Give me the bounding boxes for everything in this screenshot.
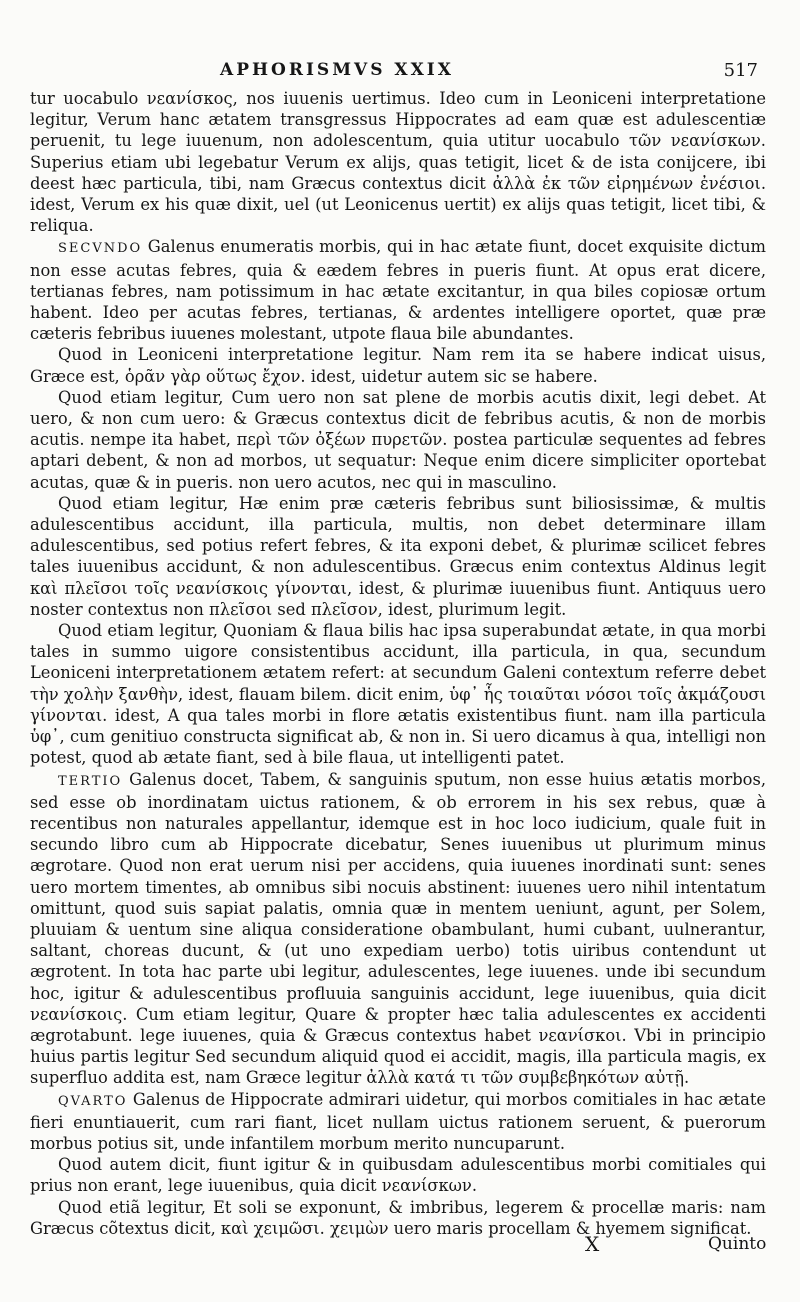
page-number: 517 <box>723 60 758 81</box>
paragraph-text: Quod in Leoniceni interpretatione legitur. Nam rem ita se habere indicat uisus, Græce est, ὁρᾶν γὰρ οὕτως ἔχον. idest, uidetur autem sic se habere. <box>30 345 766 386</box>
paragraph-4 <box>30 387 766 493</box>
paragraph-9 <box>30 1154 766 1196</box>
catchword: Quinto <box>708 1234 767 1254</box>
paragraph-text: tur uocabulo νεανίσκος, nos iuuenis uertimus. Ideo cum in Leoniceni interpretatione legitur, Verum hanc ætatem transgressus Hippocrates ad eam quæ est adulescentiæ peruenit, tu lege iuuenum, non adolescentum, quia utitur uocabulo τῶν νεανίσκων. Superius etiam ubi legebatur Verum ex alijs, quas tetigit, licet & de ista conijcere, ibi deest hæc particula, tibi, nam Græcus contextus dicit ἀλλὰ ἐκ τῶν εἰρημένων ἐνέσιοι. idest, Verum ex his quæ dixit, uel (ut Leonicenus uertit) ex alijs quas tetigit, licet tibi, & reliqua. <box>30 89 766 236</box>
paragraph-1 <box>30 88 766 236</box>
paragraph-text: Quod etiã legitur, Et soli se exponunt, & imbribus, legerem & procellæ maris: nam Græcus cõtextus dicit, καὶ χειμῶσι. χειμὼν uero maris procellam & hyemem significat. <box>30 1197 766 1238</box>
paragraph-text: Quod autem dicit, fiunt igitur & in quibusdam adulescentibus morbi comitiales qui prius non erant, lege iuuenibus, quia dicit νεανίσκων. <box>30 1155 766 1196</box>
paragraph-text: Quod etiam legitur, Cum uero non sat plene de morbis acutis dixit, legi debet. At uero, & non cum uero: & Græcus contextus dicit de febribus acutis, & non de morbis acutis. nempe ita habet, περὶ τῶν ὀξέων πυρετῶν. postea particulæ sequentes ad febres aptari debent, & non ad morbos, ut sequatur: Neque enim dicere simpliciter oportebat acutas, quæ & in pueris. non uero acutos, nec qui in masculino. <box>30 387 766 492</box>
paragraph-text: Galenus de Hippocrate admirari uidetur, qui morbos comitiales in hac ætate fieri enuntiauerit, cum rari fiant, licet nullam uictus rationem seruent, & puerorum morbus potius sit, unde infantilem morbum merito nuncuparunt. <box>30 1089 766 1153</box>
paragraph-3 <box>30 344 766 386</box>
paragraph-text: Quod etiam legitur, Hæ enim præ cæteris febribus sunt biliosissimæ, & multis adulescentibus accidunt, illa particula, multis, non debet determinare illam adulescentibus, sed potius refert febres, & ita exponi debet, & plurimæ scilicet febres tales iuuenibus accidunt, & non adulescentibus. Græcus enim contextus Aldinus legit καὶ πλεῖσοι τοῖς νεανίσκοις γίνονται, idest, & plurimæ iuuenibus fiunt. Antiquus uero noster contextus non πλεῖσοι sed πλεῖσον, idest, plurimum legit. <box>30 493 766 619</box>
paragraph-quarto <box>30 1089 766 1155</box>
running-title: APHORISMVS XXIX <box>220 60 454 80</box>
paragraph-tertio <box>30 769 766 1089</box>
running-head <box>0 60 800 84</box>
paragraph-text: Galenus enumeratis morbis, qui in hac ætate fiunt, docet exquisite dictum non esse acutas febres, quia & eædem febres in pueris fiunt. At opus erat dicere, tertianas febres, nam potissimum in hac ætate excitantur, in qua biles copiosæ ortum habent. Ideo per acutas febres, tertianas, & ardentes intelligere oportet, quæ præ cæteris febribus iuuenes molestant, utpote flaua bile abundantes. <box>30 237 766 344</box>
paragraph-text: Galenus docet, Tabem, & sanguinis sputum, non esse huius ætatis morbos, sed esse ob inordinatam uictus rationem, & ob errorem in his sex rebus, quæ à recentibus non naturales appellantur, idemque est in hoc loco iudicium, quale fuit in secundo libro cum ab Hippocrate dicebatur, Senes iuuenibus ut plurimum minus ægrotare. Quod non erat uerum nisi per accidens, quia iuuenes inordinati sunt: senes uero mortem timentes, ab omnibus sibi nocuis abstinent: iuuenes uero nihil intentatum omittunt, quod suis sapiat palatis, omnia quæ in mentem ueniunt, agunt, per Solem, pluuiam & uentum sine aliqua consideratione obambulant, humi cubant, uulnerantur, saltant, choreas ducunt, & (ut uno expediam uerbo) totis uiribus contendunt ut ægrotent. In tota hac parte ubi legitur, adulescentes, lege iuuenes. unde ibi secundum hoc, igitur & adulescentibus profluuia sanguinis accidunt, lege iuuenibus, quia dicit νεανίσκοις. Cum etiam legitur, Quare & propter hæc talia adulescentes ex accidenti ægrotabunt. lege iuuenes, quia & Græcus contextus habet νεανίσκοι. Vbi in principio huius partis legitur Sed secundum aliquid quod ei accidit, magis, illa particula magis, ex superfluo addita est, nam Græce legitur ἀλλὰ κατά τι τῶν συμβεβηκότων αὐτῇ. <box>30 769 766 1088</box>
section-label-secundo: SECVNDO <box>58 241 143 257</box>
page-footer <box>0 1232 800 1262</box>
paragraph-5 <box>30 493 766 620</box>
body-text <box>30 88 766 1239</box>
paragraph-secundo <box>30 236 766 344</box>
paragraph-6 <box>30 620 766 768</box>
section-label-tertio: TERTIO <box>58 773 123 789</box>
paragraph-text: Quod etiam legitur, Quoniam & flaua bilis hac ipsa superabundat ætate, in qua morbi tales in summo uigore consistentibus accidunt, illa particula, in qua, secundum Leoniceni interpretationem ætatem refert: at secundum Galeni contextum referre debet τὴν χολὴν ξανθὴν, idest, flauam bilem. dicit enim, ὑφ᾽ ἧς τοιαῦται νόσοι τοῖς ἀκμάζουσι γίνονται. idest, A qua tales morbi in flore ætatis existentibus fiunt. nam illa particula ὑφ᾽, cum genitiuo constructa significat ab, & non in. Si uero dicamus à qua, intelligi non potest, quod ab ætate fiant, sed à bile flaua, ut intelligenti patet. <box>30 621 766 768</box>
section-label-quarto: QVARTO <box>58 1093 128 1109</box>
signature-mark: X <box>585 1232 600 1256</box>
